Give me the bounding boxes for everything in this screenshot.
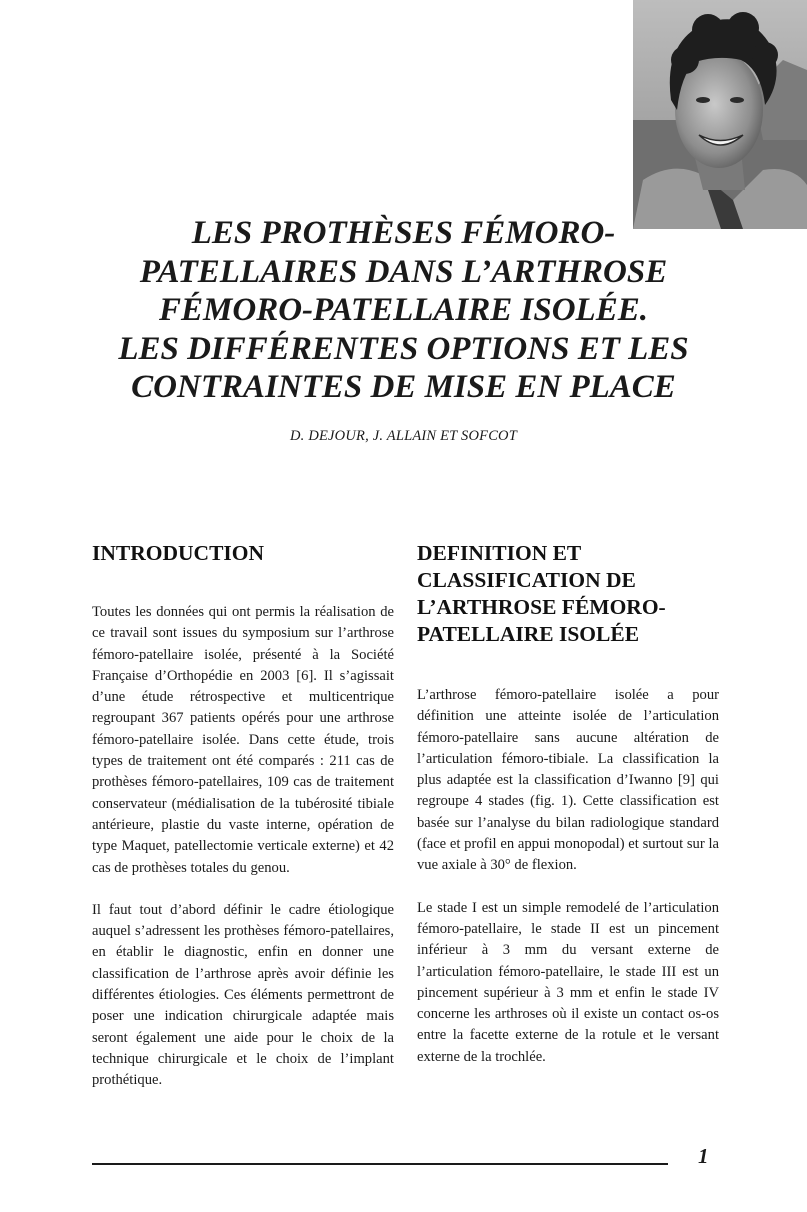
paragraph: Le stade I est un simple remodelé de l’articulation fémoro-patellaire, le stade II est un pincement inférieur à 3 mm du versant externe de l’articulation fémoro-patellaire, le stade III est un pincement supérieur à 3 mm et enfin le stade IV concerne les arthroses où il existe un contact os-os entre la facette externe de la rotule et le versant externe de la trochlée. (417, 899, 719, 1065)
left-column (92, 540, 394, 1092)
heading-line: PATELLAIRE ISOLÉE (417, 622, 640, 646)
author-portrait-image (633, 0, 807, 229)
right-column (417, 540, 719, 1068)
heading-line: CLASSIFICATION DE (417, 568, 636, 592)
title-line: PATELLAIRES DANS L’ARTHROSE (139, 253, 668, 290)
paragraph: Toutes les données qui ont permis la réalisation de ce travail sont issues du symposium sur l’arthrose fémoro-patellaire isolée, présenté à la Société Française d’Orthopédie en 2003 [6]. Il s’agissait d’une étude rétrospective et multicentrique regroupant 367 patients opérés pour une arthrose fémoro-patellaire isolée. Dans cette étude, trois types de traitement ont été comparés : 211 cas de prothèses fémoro-patellaires, 109 cas de traitement conservateur (médialisation de la tubérosité tibiale antérieure, plastie du vaste interne, opération de type Maquet, patellectomie verticale externe) et 42 cas de prothèses totales du genou. (92, 604, 394, 876)
paragraph: Il faut tout d’abord définir le cadre étiologique auquel s’adressent les prothèses fémoro-patellaires, en établir le diagnostic, enfin en donner une classification de l’arthrose après avoir définie les différentes étiologies. Ces éléments permettront de poser une indication chirurgicale adaptée mais seront également une aide pour le choix de la technique chirurgicale et le choix de l’implant prothétique. (92, 901, 394, 1089)
title-line: LES PROTHÈSES FÉMORO- (191, 215, 616, 251)
heading-line: L’ARTHROSE FÉMORO- (417, 595, 666, 619)
article-title (0, 214, 807, 407)
heading-line: DEFINITION ET (417, 541, 582, 565)
paragraph: L’arthrose fémoro-patellaire isolée a pour définition une atteinte isolée de l’articulation fémoro-patellaire sans aucune altération de l’articulation fémoro-tibiale. La classification la plus adaptée est la classification d’Iwanno [9] qui regroupe 4 stades (fig. 1). Cette classification est basée sur l’analyse du bilan radiologique standard (face et profil en appui monopodal) et surtout sur la vue axiale à 30° de flexion. (417, 687, 719, 874)
author-photo (633, 0, 807, 229)
section-heading-introduction: INTRODUCTION (92, 541, 265, 565)
section-heading-definition (417, 540, 719, 648)
page-number: 1 (698, 1144, 709, 1168)
title-line: LES DIFFÉRENTES OPTIONS ET LES (118, 330, 689, 367)
footer-rule (92, 1163, 668, 1165)
title-line: FÉMORO-PATELLAIRE ISOLÉE. (159, 292, 648, 328)
title-line: CONTRAINTES DE MISE EN PLACE (131, 369, 676, 405)
authors: D. DEJOUR, J. ALLAIN ET SOFCOT (290, 428, 517, 444)
